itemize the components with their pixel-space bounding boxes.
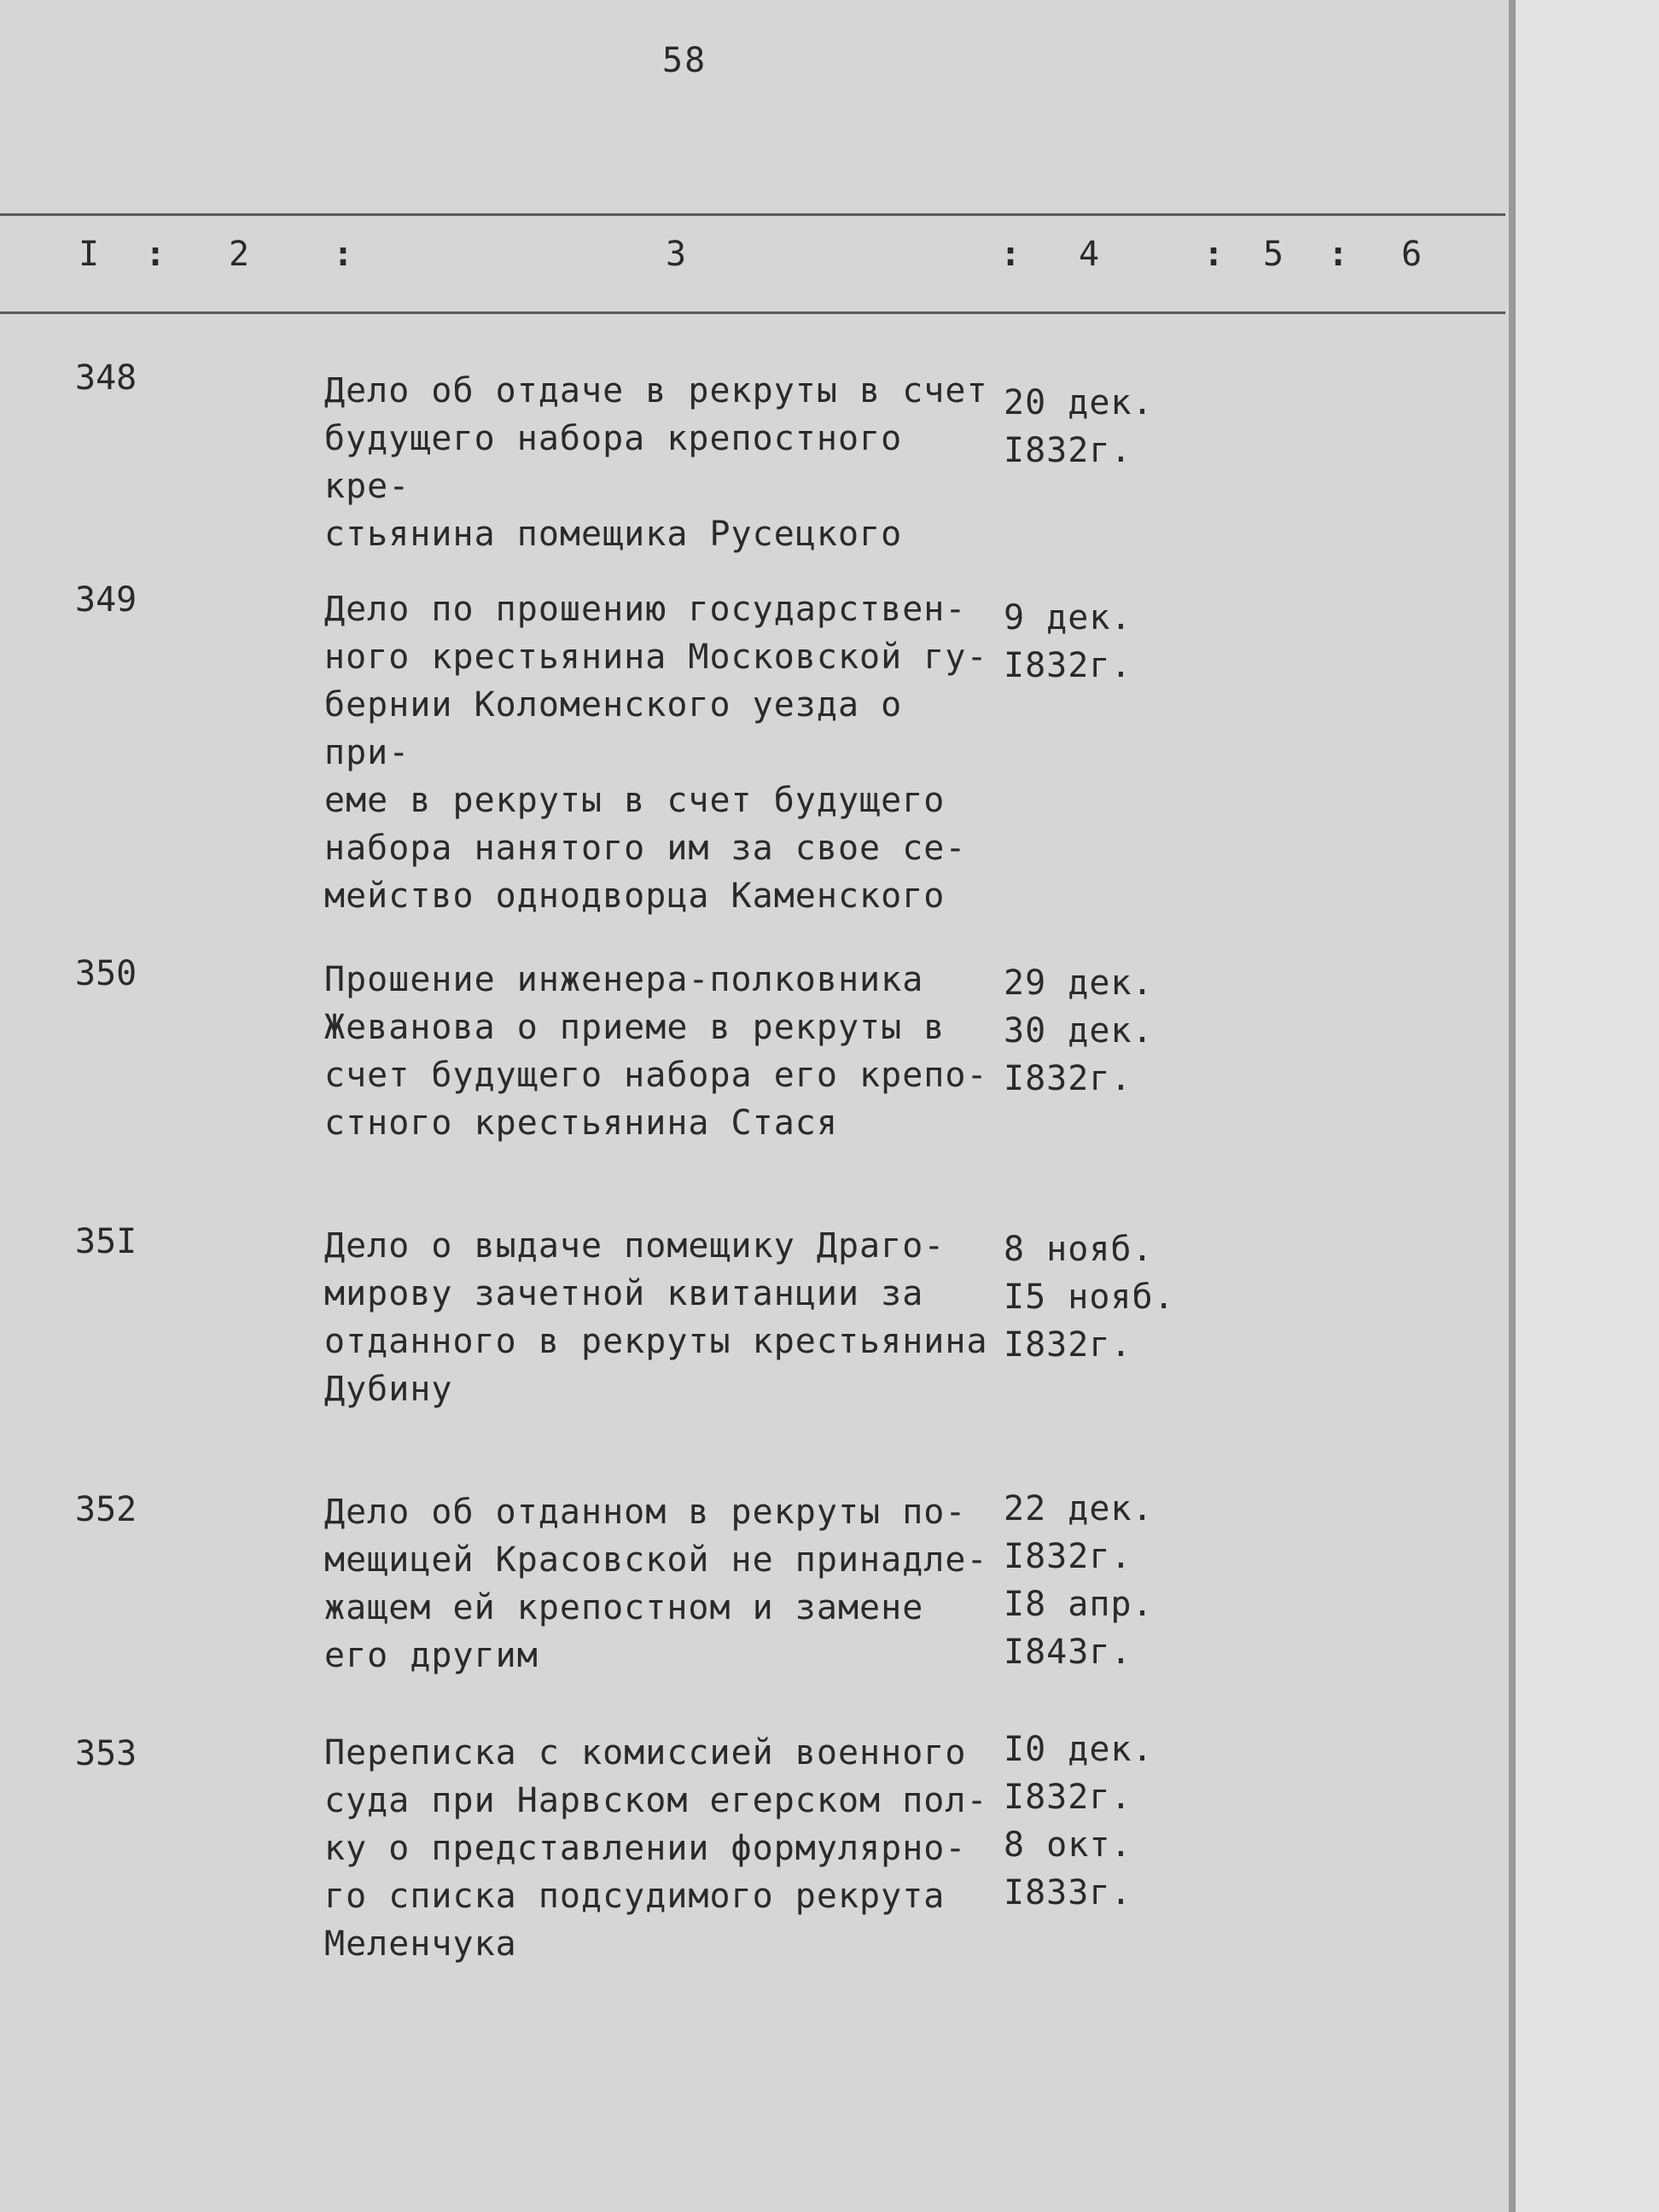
column-separator: : [145,235,166,274]
entry-number: 352 [75,1490,137,1529]
column-header-6: 6 [1401,235,1423,274]
entry-number: 35I [75,1222,137,1261]
entry-dates: 22 дек. I832г. I8 апр. I843г. [1004,1489,1154,1672]
entry-dates: 9 дек. I832г. [1004,598,1132,685]
column-header-3: 3 [666,235,687,274]
entry-description: Дело о выдаче помещику Драго- мирову зачетной квитанции за отданного в рекруты крестьянина Дубину [324,1226,988,1409]
column-separator: : [333,235,354,274]
entry-number: 349 [75,580,137,620]
entry-description: Дело по прошению государствен- ного крестьянина Московской гу- бернии Коломенского уезда о при- еме в рекруты в счет будущего набора нанятого им за свое се- мейство однодворца Каменского [324,590,988,916]
entry-description: Дело об отдаче в рекруты в счет будущего набора крепостного кре- стьянина помещика Русецкого [324,371,988,554]
page-number: 58 [662,41,707,80]
entry-dates: 20 дек. I832г. [1004,383,1154,470]
column-header-1: I [79,235,100,274]
entry-description: Прошение инженера-полковника Жеванова о приеме в рекруты в счет будущего набора его крепо- стного крестьянина Стася [324,960,988,1143]
entry-number: 353 [75,1734,137,1773]
column-separator: : [1203,235,1225,274]
background-strip [1516,0,1659,2212]
entry-number: 348 [75,358,137,398]
entry-dates: 29 дек. 30 дек. I832г. [1004,963,1154,1098]
entry-dates: 8 нояб. I5 нояб. I832г. [1004,1230,1175,1365]
column-header-2: 2 [229,235,250,274]
column-header-5: 5 [1263,235,1284,274]
column-header-4: 4 [1079,235,1100,274]
entry-number: 350 [75,954,137,993]
entry-dates: I0 дек. I832г. 8 окт. I833г. [1004,1730,1154,1912]
header-rule-top [0,213,1505,216]
page-edge [1509,0,1516,2212]
entry-description: Дело об отданном в рекруты по- мещицей Красовской не принадле- жащем ей крепостном и замене его другим [324,1493,988,1675]
column-separator: : [1328,235,1349,274]
column-separator: : [1000,235,1022,274]
entry-description: Переписка с комиссией военного суда при Нарвском егерском пол- ку о представлении формулярно- го списка подсудимого рекрута Меленчука [324,1733,988,1964]
header-rule-bottom [0,311,1505,314]
